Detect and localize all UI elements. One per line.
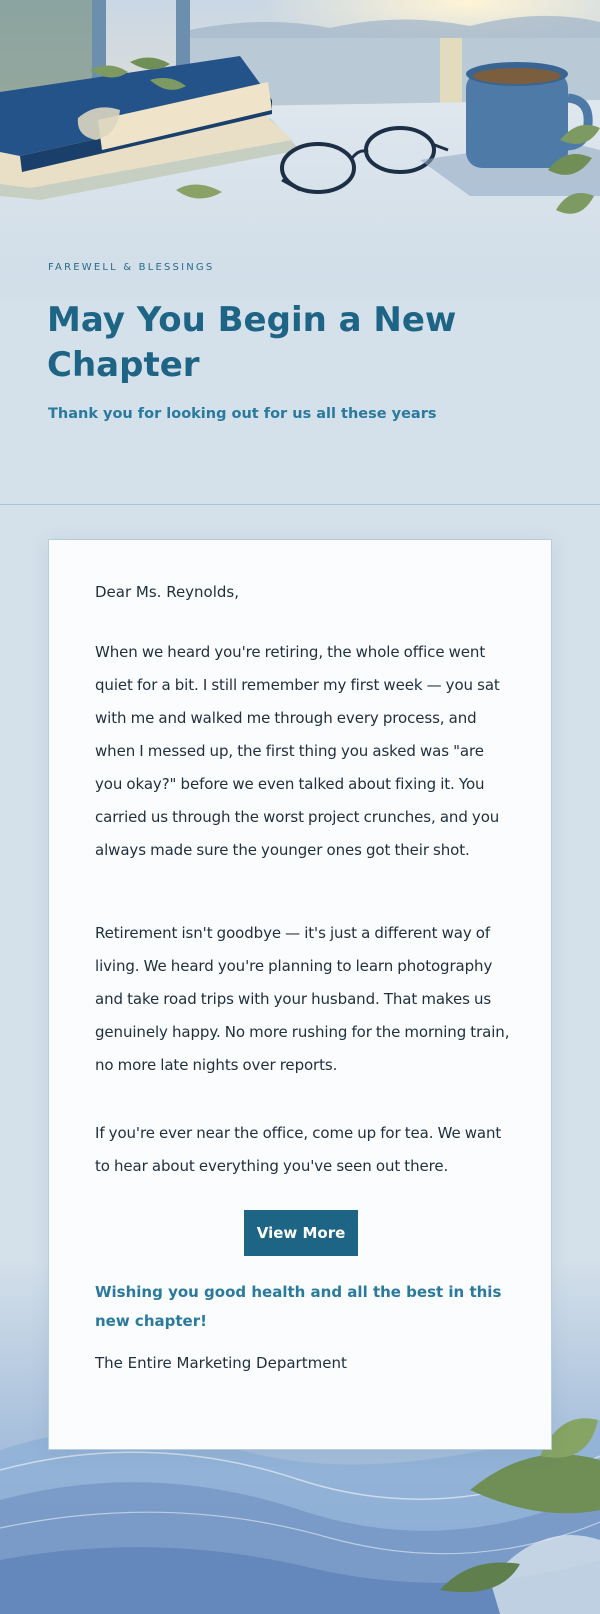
hero-divider	[0, 504, 600, 505]
letter-paragraph: When we heard you're retiring, the whole office went quiet for a bit. I still remember my first week — you sat with me and walked me through every process, and when I messed up, the first thing you asked was "are you okay?" before we even talked about fixing it. You carried us through the worst project crunches, and you always made sure the younger ones got their shot.	[95, 643, 500, 859]
desk-scene-illustration	[0, 0, 600, 300]
closing-wish: Wishing you good health and all the best in this new chapter!	[95, 1283, 502, 1330]
view-more-button[interactable]: View More	[244, 1210, 358, 1256]
hero-header	[0, 0, 600, 505]
letter-paragraph: Retirement isn't goodbye — it's just a different way of living. We heard you're planning to learn photography and take road trips with your husband. That makes us genuinely happy. No more rushing for the morning train, no more late nights over reports.	[95, 924, 510, 1074]
letter-paragraph: If you're ever near the office, come up for tea. We want to hear about everything you've seen out there.	[95, 1124, 502, 1175]
letter-signature: The Entire Marketing Department	[95, 1354, 347, 1372]
letter-card	[48, 539, 552, 1450]
page-subtitle: Thank you for looking out for us all these years	[48, 406, 437, 422]
eyebrow-label: FAREWELL & BLESSINGS	[48, 262, 215, 273]
letter-body	[95, 581, 515, 1175]
letter-greeting: Dear Ms. Reynolds,	[95, 583, 240, 601]
page-title: May You Begin a New Chapter	[47, 300, 457, 385]
